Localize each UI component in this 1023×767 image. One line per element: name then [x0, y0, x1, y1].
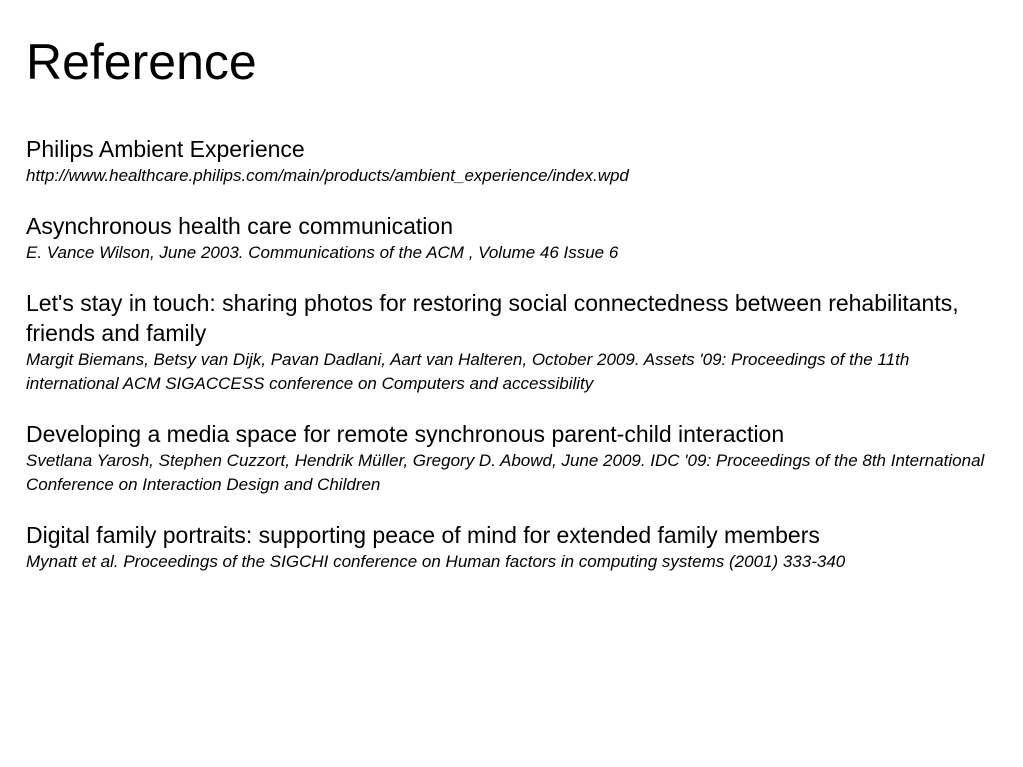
- reference-citation: Margit Biemans, Betsy van Dijk, Pavan Dadlani, Aart van Halteren, October 2009. Assets '09: Proceedings of the 11th international ACM SIGACCESS conference on Computers and accessibility: [26, 350, 910, 393]
- reference-citation: E. Vance Wilson, June 2003. Communications of the ACM , Volume 46 Issue 6: [26, 243, 619, 262]
- reference-title: Philips Ambient Experience: [26, 136, 305, 162]
- reference-item: [26, 134, 1001, 188]
- reference-item: [26, 211, 1001, 265]
- reference-title: Developing a media space for remote synchronous parent-child interaction: [26, 421, 785, 447]
- reference-item: [26, 419, 1001, 497]
- reference-citation: Mynatt et al. Proceedings of the SIGCHI conference on Human factors in computing systems (2001) 333-340: [26, 552, 846, 571]
- reference-title: Let's stay in touch: sharing photos for restoring social connectedness between rehabilitants, friends and family: [26, 290, 959, 346]
- reference-list: [26, 134, 1001, 597]
- reference-citation: Svetlana Yarosh, Stephen Cuzzort, Hendrik Müller, Gregory D. Abowd, June 2009. IDC '09: Proceedings of the 8th International Conference on Interaction Design and Children: [26, 451, 985, 494]
- reference-title: Asynchronous health care communication: [26, 213, 454, 239]
- reference-title: Digital family portraits: supporting peace of mind for extended family members: [26, 522, 820, 548]
- reference-url[interactable]: http://www.healthcare.philips.com/main/products/ambient_experience/index.wpd: [26, 166, 629, 185]
- reference-item: [26, 520, 1001, 574]
- reference-item: [26, 288, 1001, 396]
- slide-title: Reference: [26, 34, 257, 90]
